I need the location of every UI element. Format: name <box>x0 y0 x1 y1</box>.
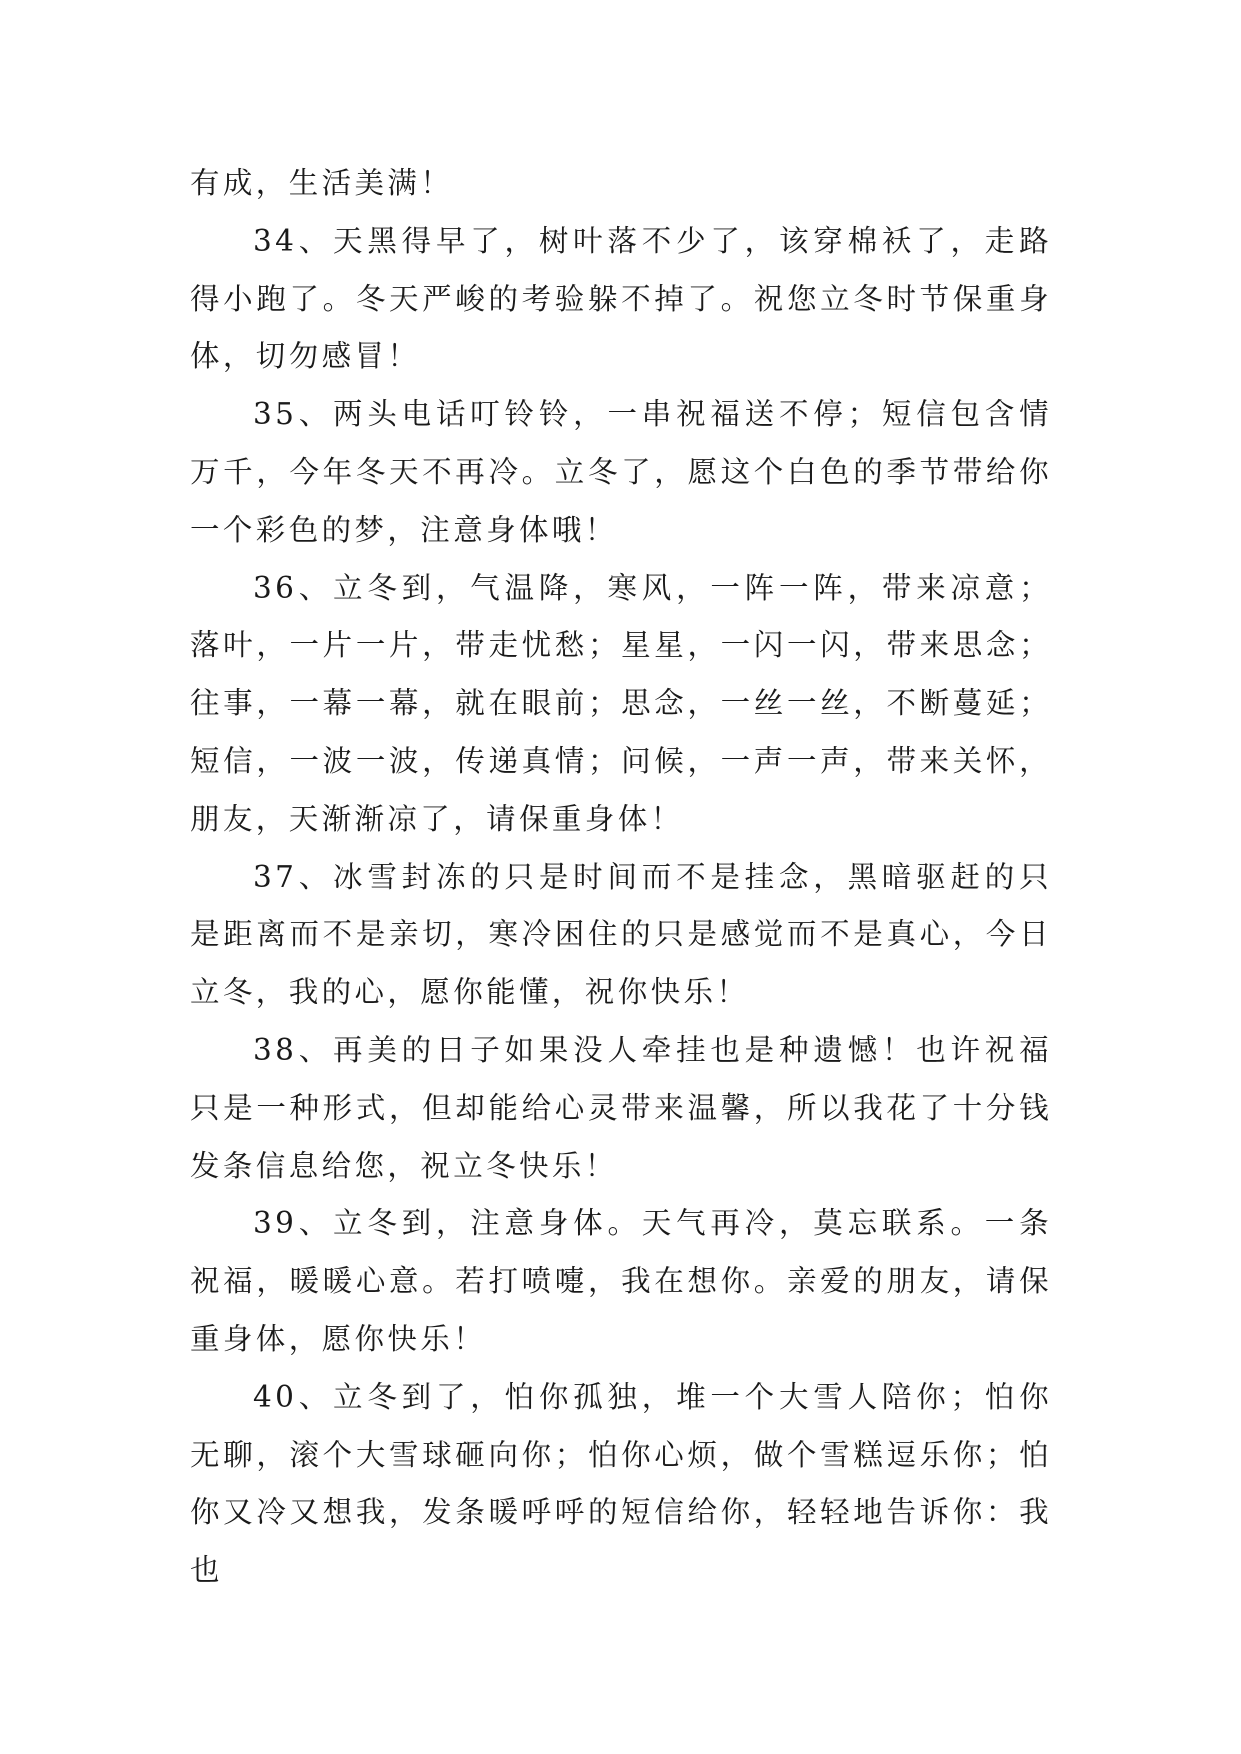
paragraph-35: 35、两头电话叮铃铃，一串祝福送不停；短信包含情万千，今年冬天不再冷。立冬了，愿这个白色的季节带给你一个彩色的梦，注意身体哦！ <box>190 397 1052 547</box>
paragraph-37: 37、冰雪封冻的只是时间而不是挂念，黑暗驱赶的只是距离而不是亲切，寒冷困住的只是感觉而不是真心，今日立冬，我的心，愿你能懂，祝你快乐！ <box>190 859 1052 1010</box>
paragraph-39: 39、立冬到，注意身体。天气再冷，莫忘联系。一条祝福，暖暖心意。若打喷嚏，我在想你。亲爱的朋友，请保重身体，愿你快乐！ <box>190 1206 1052 1356</box>
paragraph-40: 40、立冬到了，怕你孤独，堆一个大雪人陪你；怕你无聊，滚个大雪球砸向你；怕你心烦，做个雪糕逗乐你；怕你又冷又想我，发条暖呼呼的短信给你，轻轻地告诉你：我也 <box>190 1379 1052 1588</box>
paragraph-38: 38、再美的日子如果没人牵挂也是种遗憾！也许祝福只是一种形式，但却能给心灵带来温馨，所以我花了十分钱发条信息给您，祝立冬快乐！ <box>190 1032 1052 1183</box>
paragraph-36: 36、立冬到，气温降，寒风，一阵一阵，带来凉意；落叶，一片一片，带走忧愁；星星，一闪一闪，带来思念；往事，一幕一幕，就在眼前；思念，一丝一丝，不断蔓延；短信，一波一波，传递真情；问候，一声一声，带来关怀，朋友，天渐渐凉了，请保重身体！ <box>190 570 1052 836</box>
paragraph-33-continuation: 有成，生活美满！ <box>190 166 454 200</box>
paragraph-34: 34、天黑得早了，树叶落不少了，该穿棉袄了，走路得小跑了。冬天严峻的考验躲不掉了。祝您立冬时节保重身体，切勿感冒！ <box>190 223 1052 374</box>
document-body <box>190 155 1052 1600</box>
